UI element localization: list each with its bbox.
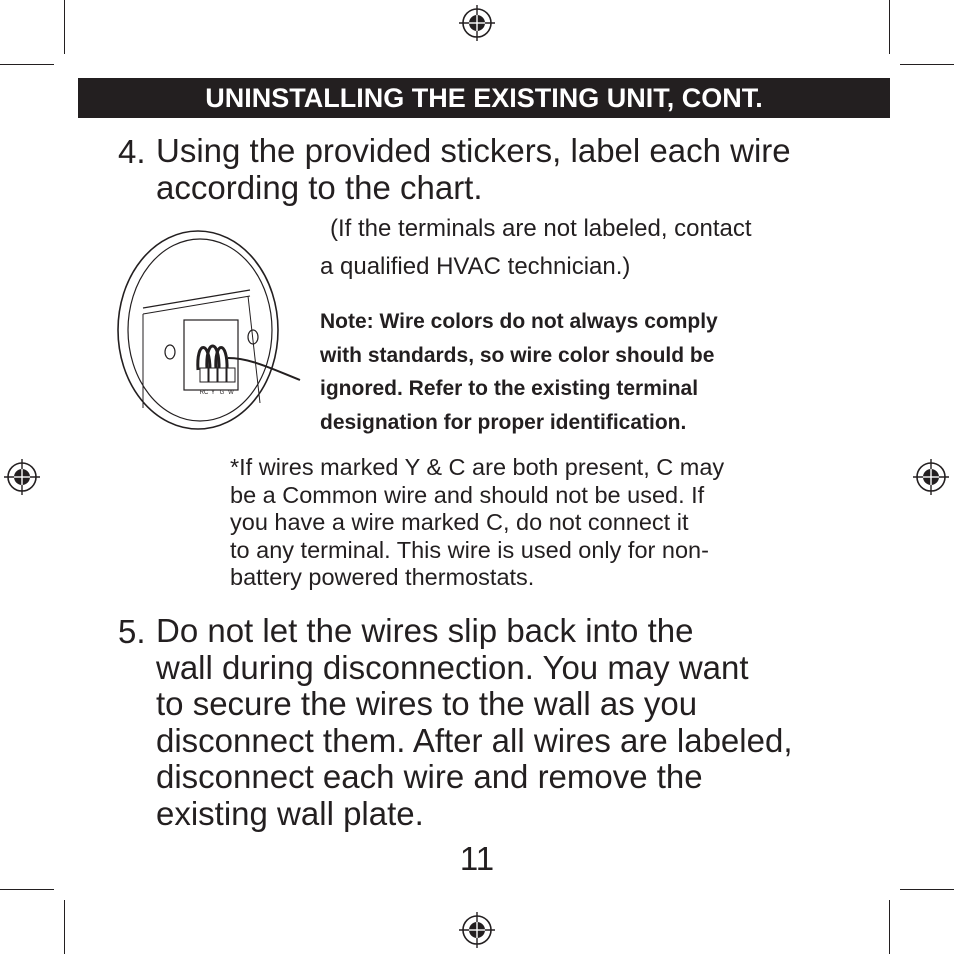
step-4-line: according to the chart. — [156, 168, 483, 206]
step-5-line: existing wall plate. — [156, 794, 424, 832]
step-5-line: wall during disconnection. You may want — [156, 648, 749, 686]
wire-color-note-line: designation for proper identification. — [320, 410, 687, 434]
mounting-hole-left — [165, 345, 175, 359]
terminal-label: G — [219, 390, 225, 396]
terminal-label: W — [228, 390, 234, 396]
wire-color-note-line: ignored. Refer to the existing terminal — [320, 377, 699, 400]
step-5-text — [156, 613, 856, 832]
wire — [216, 348, 227, 371]
crop-mark-top-left-vertical — [64, 0, 65, 54]
step-4-text — [156, 133, 856, 206]
registration-mark-top-icon — [459, 5, 495, 41]
step-4-number: 4. — [118, 133, 146, 170]
hvac-note-line: a qualified HVAC technician.) — [320, 253, 631, 280]
wall-plate-illustration — [110, 228, 310, 443]
footnote-line: you have a wire marked C, do not connect it — [230, 509, 689, 535]
wire-color-note — [320, 305, 820, 439]
footnote-line: to any terminal. This wire is used only for non- — [230, 536, 709, 563]
step-5-line: disconnect them. After all wires are labeled, — [156, 721, 793, 759]
registration-mark-right-icon — [913, 459, 949, 495]
registration-mark-bottom-icon — [459, 912, 495, 948]
step-5-number: 5. — [118, 613, 146, 650]
crop-mark-bottom-right-horizontal — [900, 889, 954, 890]
step-5-line: disconnect each wire and remove the — [156, 758, 703, 795]
crop-mark-top-right-vertical — [889, 0, 890, 54]
footnote-line: be a Common wire and should not be used. If — [230, 481, 705, 508]
registration-mark-left-icon — [4, 459, 40, 495]
section-header — [78, 78, 890, 118]
wire — [228, 358, 300, 380]
crop-mark-bottom-left-vertical — [64, 900, 65, 954]
crop-mark-bottom-right-vertical — [889, 900, 890, 954]
crop-mark-top-left-horizontal — [0, 64, 54, 65]
terminal-label: RC — [199, 390, 209, 396]
crop-mark-bottom-left-horizontal — [0, 889, 54, 890]
terminal-label: Y — [210, 390, 216, 396]
footnote-line: *If wires marked Y & C are both present, C may — [230, 454, 725, 480]
hvac-note — [320, 210, 840, 286]
common-wire-footnote — [230, 454, 830, 592]
footnote-line: battery powered thermostats. — [230, 564, 535, 590]
terminal-screw — [209, 368, 217, 382]
wire-color-note-line: Note: Wire colors do not always comply — [320, 310, 718, 333]
wall-plate-edge — [248, 296, 260, 403]
step-4-line: Using the provided stickers, label each wire — [156, 132, 791, 169]
terminal-screw — [227, 368, 235, 382]
page-number: 11 — [459, 840, 495, 877]
terminal-screw — [218, 368, 226, 382]
section-title: UNINSTALLING THE EXISTING UNIT, CONT. — [205, 83, 763, 113]
terminal-screw — [200, 368, 208, 382]
step-5-line: Do not let the wires slip back into the — [156, 612, 694, 649]
hvac-note-line: (If the terminals are not labeled, contact — [330, 215, 752, 242]
wire-color-note-line: with standards, so wire color should be — [320, 343, 715, 367]
step-5-line: to secure the wires to the wall as you — [156, 685, 698, 722]
crop-mark-top-right-horizontal — [900, 64, 954, 65]
